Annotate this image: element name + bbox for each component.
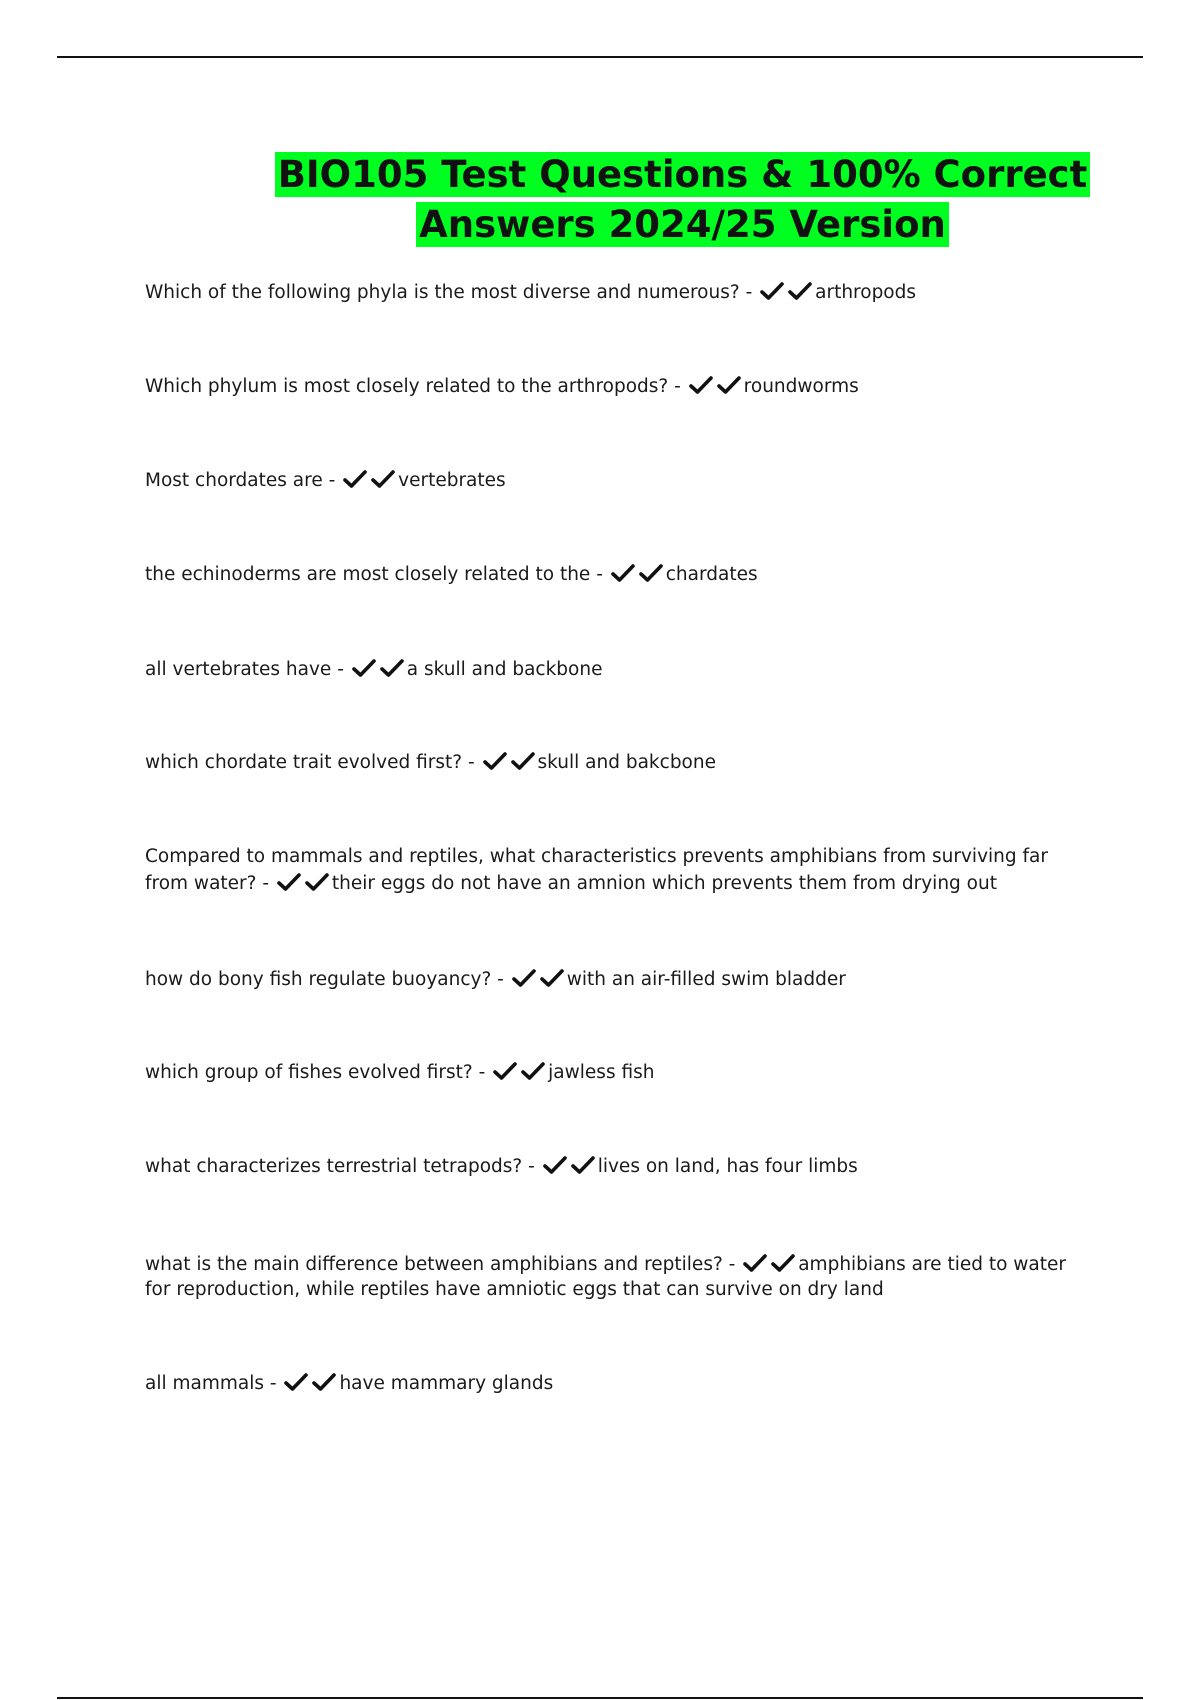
- check-mark-icon: [380, 658, 404, 678]
- check-mark-icon: [352, 658, 376, 678]
- answer-text: roundworms: [743, 376, 859, 397]
- answer-text: vertebrates: [398, 470, 506, 491]
- qa-item: [145, 467, 1075, 494]
- check-mark-icon: [493, 1061, 517, 1081]
- answer-text: their eggs do not have an amnion which prevents them from drying out: [331, 873, 997, 894]
- check-mark-icon: [771, 1253, 795, 1273]
- answer-text: arthropods: [815, 282, 917, 303]
- check-mark-icon: [343, 469, 367, 489]
- check-mark-icon: [788, 281, 812, 301]
- question-text: how do bony fish regulate buoyancy?: [145, 969, 492, 990]
- answer-text: chardates: [665, 564, 758, 585]
- title-line-1: BIO105 Test Questions & 100% Correct: [275, 152, 1091, 197]
- separator: -: [462, 752, 481, 773]
- question-text: Most chordates are: [145, 470, 323, 491]
- separator: -: [491, 969, 510, 990]
- separator: -: [331, 659, 350, 680]
- qa-item: [145, 1252, 1075, 1302]
- question-text: all mammals: [145, 1373, 265, 1394]
- title-line-2: Answers 2024/25 Version: [416, 202, 949, 247]
- check-mark-icon: [277, 872, 301, 892]
- question-text: what characterizes terrestrial tetrapods?: [145, 1156, 523, 1177]
- answer-text: amphibians are tied to water for reproduction, while reptiles have amniotic eggs that can survive on dry land: [145, 1254, 1067, 1300]
- check-mark-icon: [760, 281, 784, 301]
- question-text: Which phylum is most closely related to the arthropods?: [145, 376, 669, 397]
- separator: -: [668, 376, 687, 397]
- separator: -: [256, 873, 275, 894]
- question-text: Which of the following phyla is the most diverse and numerous?: [145, 282, 740, 303]
- answer-text: a skull and backbone: [406, 659, 603, 680]
- check-mark-icon: [305, 872, 329, 892]
- question-text: Compared to mammals and reptiles, what characteristics prevents amphibians from surviving far from water?: [145, 846, 1048, 894]
- check-mark-icon: [284, 1372, 308, 1392]
- question-text: what is the main difference between amphibians and reptiles?: [145, 1254, 723, 1275]
- check-mark-icon: [512, 968, 536, 988]
- check-mark-icon: [521, 1061, 545, 1081]
- answer-text: with an air-filled swim bladder: [566, 969, 846, 990]
- question-text: the echinoderms are most closely related to the: [145, 564, 591, 585]
- qa-item: [145, 966, 1075, 993]
- check-mark-icon: [511, 751, 535, 771]
- check-mark-icon: [312, 1372, 336, 1392]
- question-text: which group of fishes evolved first?: [145, 1062, 473, 1083]
- page-title: [145, 150, 1200, 250]
- question-text: which chordate trait evolved first?: [145, 752, 463, 773]
- check-mark-icon: [611, 563, 635, 583]
- answer-text: have mammary glands: [339, 1373, 554, 1394]
- qa-item: [145, 1059, 1075, 1086]
- qa-item: [145, 749, 1075, 776]
- check-mark-icon: [639, 563, 663, 583]
- separator: -: [472, 1062, 492, 1083]
- answer-text: jawless fish: [548, 1062, 655, 1083]
- footer-rule: [57, 1697, 1143, 1699]
- answer-text: lives on land, has four limbs: [597, 1156, 858, 1177]
- separator: -: [522, 1156, 541, 1177]
- qa-item: [145, 656, 1075, 683]
- separator: -: [739, 282, 759, 303]
- check-mark-icon: [540, 968, 564, 988]
- separator: -: [322, 470, 342, 491]
- separator: -: [722, 1254, 742, 1275]
- qa-item: [145, 1370, 1075, 1397]
- check-mark-icon: [371, 469, 395, 489]
- check-mark-icon: [689, 375, 713, 395]
- separator: -: [590, 564, 609, 585]
- check-mark-icon: [543, 1155, 567, 1175]
- question-text: all vertebrates have: [145, 659, 332, 680]
- qa-item: [145, 373, 1075, 400]
- qa-item: [145, 561, 1075, 588]
- header-rule: [57, 56, 1143, 58]
- check-mark-icon: [717, 375, 741, 395]
- qa-item: [145, 1153, 1075, 1180]
- answer-text: skull and bakcbone: [537, 752, 716, 773]
- qa-item: [145, 279, 1075, 306]
- qa-item: [145, 843, 1075, 897]
- check-mark-icon: [571, 1155, 595, 1175]
- separator: -: [264, 1373, 283, 1394]
- check-mark-icon: [743, 1253, 767, 1273]
- check-mark-icon: [483, 751, 507, 771]
